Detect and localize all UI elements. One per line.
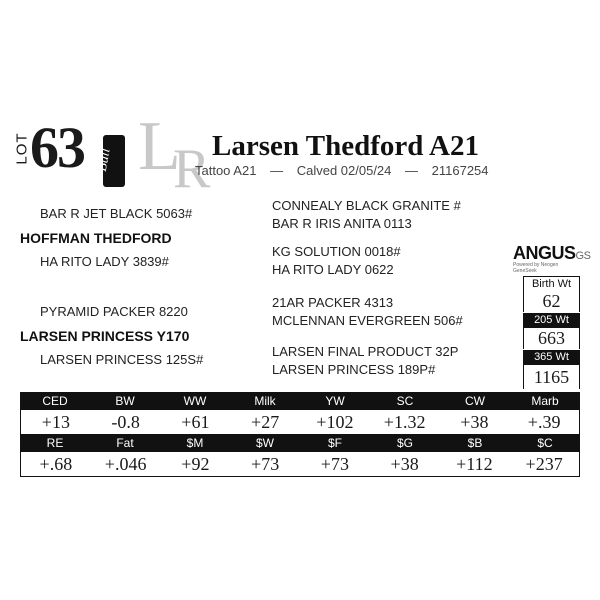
epd-header: $C <box>537 436 553 450</box>
sire-dam: HA RITO LADY 3839# <box>40 254 169 269</box>
epd-header-row-2 <box>20 434 580 452</box>
epd-value-row-1 <box>20 410 580 434</box>
dam-dam-dam: LARSEN PRINCESS 189P# <box>272 362 436 377</box>
birth-weight-label: Birth Wt <box>523 276 580 292</box>
epd-header: WW <box>183 394 207 408</box>
dam-sire: PYRAMID PACKER 8220 <box>40 304 188 319</box>
separator: — <box>405 163 419 178</box>
epd-value: +61 <box>181 412 210 432</box>
angus-gs-logo <box>513 243 591 274</box>
epd-value: -0.8 <box>111 412 140 432</box>
epd-header: YW <box>325 394 345 408</box>
sire-sire: BAR R JET BLACK 5063# <box>40 206 193 221</box>
epd-value: +13 <box>41 412 70 432</box>
epd-header: $G <box>396 436 413 450</box>
epd-value: +.046 <box>104 454 147 474</box>
registration-number: 21167254 <box>431 163 489 178</box>
tattoo: Tattoo A21 <box>195 163 257 178</box>
logo-letter-l: L <box>138 108 181 185</box>
epd-table <box>20 392 580 477</box>
epd-header: $F <box>327 436 342 450</box>
dam-dam-sire: LARSEN FINAL PRODUCT 32P <box>272 344 459 359</box>
epd-header: $M <box>186 436 204 450</box>
epd-value: +112 <box>456 454 493 474</box>
epd-header-row-1 <box>20 392 580 410</box>
epd-header: $B <box>467 436 483 450</box>
epd-value: +.39 <box>527 412 561 432</box>
epd-value: +38 <box>460 412 489 432</box>
dam-sire-sire: 21AR PACKER 4313 <box>272 295 394 310</box>
animal-name: Larsen Thedford A21 <box>212 130 479 162</box>
epd-header: RE <box>46 436 64 450</box>
lot-number: 63 <box>30 115 84 180</box>
epd-value: +92 <box>181 454 210 474</box>
weaning-weight-label: 205 Wt <box>523 313 580 328</box>
logo-letter-r: R <box>173 138 211 200</box>
yearling-weight-label: 365 Wt <box>523 350 580 365</box>
epd-value: +.68 <box>39 454 73 474</box>
angus-word: ANGUS <box>513 243 576 263</box>
sire-sire-sire: CONNEALY BLACK GRANITE # <box>272 198 461 213</box>
epd-header: Marb <box>531 394 559 408</box>
epd-value: +73 <box>320 454 349 474</box>
sire-dam-dam: HA RITO LADY 0622 <box>272 262 394 277</box>
epd-header: BW <box>115 394 135 408</box>
angus-powered-by: Powered by Neogen GeneSeek <box>513 262 559 274</box>
epd-value: +237 <box>525 454 563 474</box>
epd-value-row-2 <box>20 452 580 477</box>
weaning-weight-value: 663 <box>523 328 580 349</box>
epd-value: +38 <box>390 454 419 474</box>
lot-label: LOT <box>13 132 31 165</box>
epd-header: Milk <box>254 394 276 408</box>
epd-value: +27 <box>251 412 280 432</box>
angus-gs-suffix: GS <box>575 250 591 262</box>
sire-dam-sire: KG SOLUTION 0018# <box>272 244 401 259</box>
separator: — <box>270 163 284 178</box>
yearling-weight-value: 1165 <box>523 365 580 389</box>
dam-sire-dam: MCLENNAN EVERGREEN 506# <box>272 313 463 328</box>
epd-value: +73 <box>251 454 280 474</box>
dam-dam: LARSEN PRINCESS 125S# <box>40 352 204 367</box>
epd-header: CW <box>465 394 485 408</box>
epd-header: Fat <box>116 436 134 450</box>
calved-date: Calved 02/05/24 <box>296 163 392 178</box>
sire-sire-dam: BAR R IRIS ANITA 0113 <box>272 216 412 231</box>
epd-value: +102 <box>316 412 354 432</box>
birth-weight-value: 62 <box>523 291 580 312</box>
epd-header: CED <box>42 394 68 408</box>
dam: LARSEN PRINCESS Y170 <box>20 328 190 344</box>
epd-value: +1.32 <box>383 412 426 432</box>
epd-header: $W <box>256 436 274 450</box>
sire: HOFFMAN THEDFORD <box>20 230 172 246</box>
bull-tag <box>94 135 125 187</box>
animal-subline <box>195 163 499 178</box>
epd-header: SC <box>396 394 414 408</box>
bull-tag-text: Bull <box>94 147 114 173</box>
